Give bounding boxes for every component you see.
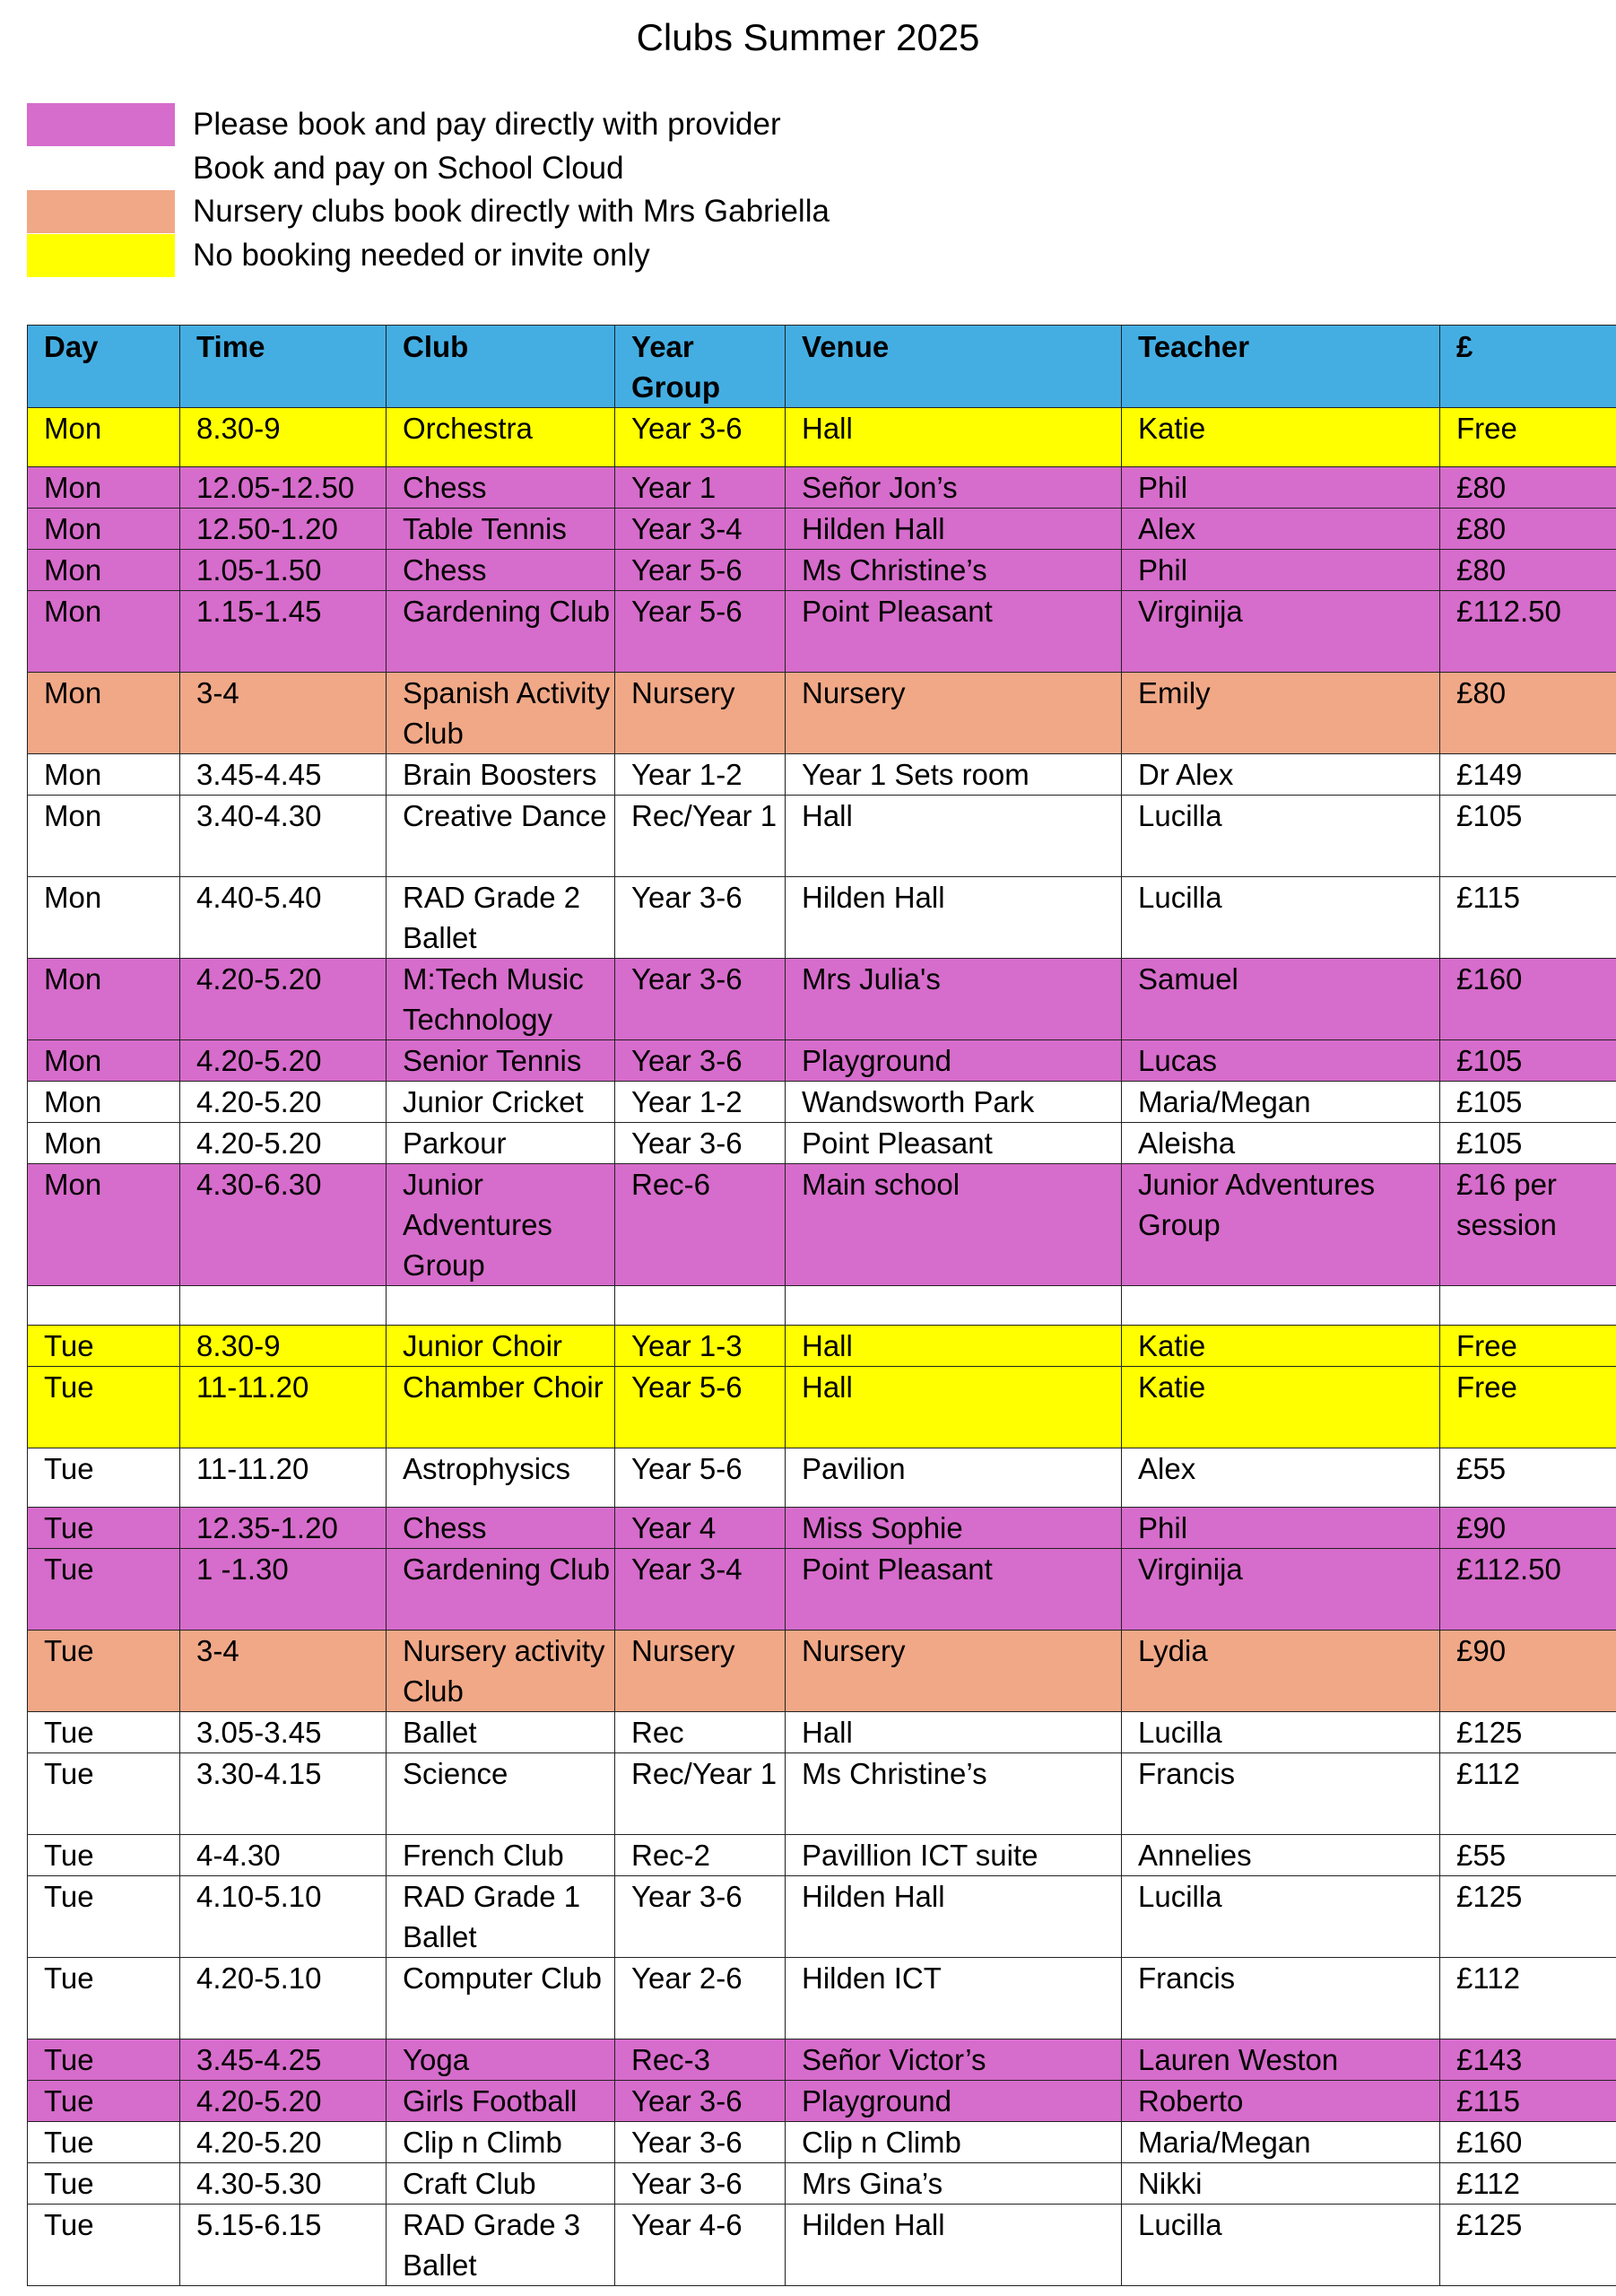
year-group-cell: Year 5-6 [615, 1448, 786, 1508]
price-cell: £143 [1440, 2039, 1616, 2081]
venue-cell: Nursery [786, 1631, 1122, 1712]
table-row [28, 2163, 1616, 2205]
price-cell: £90 [1440, 1508, 1616, 1549]
table-row [28, 796, 1616, 877]
venue-cell: Playground [786, 1040, 1122, 1082]
time-cell: 12.05-12.50 [180, 467, 387, 509]
table-header-row [28, 326, 1616, 408]
clubs-table-body [28, 408, 1616, 2286]
time-cell: 8.30-9 [180, 408, 387, 467]
day-cell: Mon [28, 1164, 180, 1286]
legend-item-nobooking [27, 234, 830, 278]
price-cell: £55 [1440, 1835, 1616, 1876]
price-cell: £125 [1440, 1876, 1616, 1958]
price-cell: £105 [1440, 796, 1616, 877]
year-group-cell: Rec [615, 1712, 786, 1753]
day-cell: Tue [28, 2122, 180, 2163]
legend-swatch-provider [27, 103, 175, 146]
day-cell: Tue [28, 1876, 180, 1958]
table-row [28, 959, 1616, 1040]
table-row [28, 2205, 1616, 2286]
legend [27, 103, 830, 277]
club-cell: Gardening Club [387, 1549, 615, 1631]
teacher-cell: Samuel [1122, 959, 1440, 1040]
year-group-cell: Rec-6 [615, 1164, 786, 1286]
price-cell: £160 [1440, 2122, 1616, 2163]
teacher-cell: Phil [1122, 467, 1440, 509]
price-cell: £105 [1440, 1082, 1616, 1123]
table-row [28, 2122, 1616, 2163]
venue-cell: Mrs Julia's [786, 959, 1122, 1040]
price-cell: £149 [1440, 754, 1616, 796]
day-cell: Tue [28, 1508, 180, 1549]
price-cell: £80 [1440, 673, 1616, 754]
clubs-table [27, 325, 1616, 2286]
table-row [28, 2039, 1616, 2081]
year-group-cell: Year 4-6 [615, 2205, 786, 2286]
legend-label: Nursery clubs book directly with Mrs Gabriella [193, 194, 830, 230]
club-cell: Parkour [387, 1123, 615, 1164]
teacher-cell: Virginija [1122, 1549, 1440, 1631]
table-row [28, 1712, 1616, 1753]
club-cell: French Club [387, 1835, 615, 1876]
legend-item-cloud [27, 147, 830, 191]
year-group-cell: Year 3-6 [615, 959, 786, 1040]
price-cell [1440, 1286, 1616, 1326]
club-cell: Science [387, 1753, 615, 1835]
day-cell: Mon [28, 591, 180, 673]
legend-swatch-nobooking [27, 234, 175, 277]
club-cell: RAD Grade 2 Ballet [387, 877, 615, 959]
teacher-cell: Alex [1122, 1448, 1440, 1508]
teacher-cell: Lucilla [1122, 877, 1440, 959]
price-cell: £80 [1440, 467, 1616, 509]
club-cell: Chamber Choir [387, 1367, 615, 1448]
price-cell: Free [1440, 408, 1616, 467]
time-cell: 1.05-1.50 [180, 550, 387, 591]
teacher-cell: Maria/Megan [1122, 1082, 1440, 1123]
table-row [28, 550, 1616, 591]
table-row [28, 1164, 1616, 1286]
venue-cell: Hilden ICT [786, 1958, 1122, 2039]
legend-swatch-nursery [27, 190, 175, 233]
venue-cell: Hall [786, 1712, 1122, 1753]
time-cell: 8.30-9 [180, 1326, 387, 1367]
time-cell: 4.10-5.10 [180, 1876, 387, 1958]
table-row [28, 467, 1616, 509]
time-cell: 3.05-3.45 [180, 1712, 387, 1753]
legend-label: No booking needed or invite only [193, 237, 650, 273]
venue-cell: Hall [786, 408, 1122, 467]
venue-cell: Hall [786, 1367, 1122, 1448]
day-cell: Tue [28, 2039, 180, 2081]
table-row [28, 1876, 1616, 1958]
time-cell: 3-4 [180, 1631, 387, 1712]
table-row [28, 1835, 1616, 1876]
club-cell: Computer Club [387, 1958, 615, 2039]
year-group-cell: Year 3-6 [615, 2122, 786, 2163]
day-cell: Tue [28, 1631, 180, 1712]
price-cell: £160 [1440, 959, 1616, 1040]
club-cell: Junior Adventures Group [387, 1164, 615, 1286]
venue-cell: Hilden Hall [786, 2205, 1122, 2286]
year-group-cell: Nursery [615, 673, 786, 754]
table-row [28, 877, 1616, 959]
time-cell: 1 -1.30 [180, 1549, 387, 1631]
venue-cell: Playground [786, 2081, 1122, 2122]
year-group-cell [615, 1286, 786, 1326]
day-cell: Tue [28, 2081, 180, 2122]
day-cell: Tue [28, 1712, 180, 1753]
year-group-cell: Year 4 [615, 1508, 786, 1549]
price-cell: £115 [1440, 877, 1616, 959]
club-cell: Nursery activity Club [387, 1631, 615, 1712]
table-row [28, 1367, 1616, 1448]
day-cell: Mon [28, 1082, 180, 1123]
time-cell: 11-11.20 [180, 1367, 387, 1448]
time-cell: 4.30-5.30 [180, 2163, 387, 2205]
year-group-cell: Year 5-6 [615, 591, 786, 673]
price-cell: £112 [1440, 1958, 1616, 2039]
club-cell: RAD Grade 1 Ballet [387, 1876, 615, 1958]
day-cell: Tue [28, 2163, 180, 2205]
club-cell: Chess [387, 467, 615, 509]
price-cell: £55 [1440, 1448, 1616, 1508]
club-cell: Clip n Climb [387, 2122, 615, 2163]
year-group-cell: Year 3-4 [615, 1549, 786, 1631]
time-cell: 12.50-1.20 [180, 509, 387, 550]
price-cell: £105 [1440, 1123, 1616, 1164]
venue-cell: Hall [786, 1326, 1122, 1367]
column-header-price: £ [1440, 326, 1616, 408]
time-cell: 4.20-5.20 [180, 1123, 387, 1164]
table-row [28, 673, 1616, 754]
column-header-club: Club [387, 326, 615, 408]
venue-cell: Miss Sophie [786, 1508, 1122, 1549]
day-cell: Tue [28, 1448, 180, 1508]
separator-row [28, 1286, 1616, 1326]
day-cell: Mon [28, 1123, 180, 1164]
teacher-cell: Aleisha [1122, 1123, 1440, 1164]
venue-cell: Hall [786, 796, 1122, 877]
column-header-year-group: Year Group [615, 326, 786, 408]
day-cell: Mon [28, 550, 180, 591]
day-cell: Mon [28, 959, 180, 1040]
table-row [28, 591, 1616, 673]
time-cell [180, 1286, 387, 1326]
table-row [28, 1549, 1616, 1631]
legend-item-provider [27, 103, 830, 147]
time-cell: 12.35-1.20 [180, 1508, 387, 1549]
price-cell: £90 [1440, 1631, 1616, 1712]
table-row [28, 2081, 1616, 2122]
year-group-cell: Year 1-2 [615, 1082, 786, 1123]
table-row [28, 1631, 1616, 1712]
year-group-cell: Year 3-6 [615, 2081, 786, 2122]
time-cell: 4.20-5.20 [180, 1040, 387, 1082]
teacher-cell: Lauren Weston [1122, 2039, 1440, 2081]
club-cell: Table Tennis [387, 509, 615, 550]
table-row [28, 1508, 1616, 1549]
table-row [28, 1326, 1616, 1367]
day-cell: Mon [28, 509, 180, 550]
table-row [28, 754, 1616, 796]
time-cell: 4.20-5.10 [180, 1958, 387, 2039]
teacher-cell: Virginija [1122, 591, 1440, 673]
day-cell: Mon [28, 467, 180, 509]
teacher-cell: Emily [1122, 673, 1440, 754]
venue-cell: Point Pleasant [786, 1549, 1122, 1631]
legend-label: Book and pay on School Cloud [193, 150, 624, 186]
table-row [28, 1040, 1616, 1082]
legend-label: Please book and pay directly with provider [193, 107, 781, 143]
venue-cell: Wandsworth Park [786, 1082, 1122, 1123]
time-cell: 4.20-5.20 [180, 2122, 387, 2163]
teacher-cell: Roberto [1122, 2081, 1440, 2122]
teacher-cell: Katie [1122, 408, 1440, 467]
day-cell: Mon [28, 877, 180, 959]
teacher-cell: Francis [1122, 1753, 1440, 1835]
price-cell: £125 [1440, 2205, 1616, 2286]
table-row [28, 1753, 1616, 1835]
day-cell: Mon [28, 1040, 180, 1082]
column-header-teacher: Teacher [1122, 326, 1440, 408]
teacher-cell: Francis [1122, 1958, 1440, 2039]
year-group-cell: Rec/Year 1 [615, 1753, 786, 1835]
table-row [28, 509, 1616, 550]
price-cell: £115 [1440, 2081, 1616, 2122]
venue-cell: Señor Jon’s [786, 467, 1122, 509]
venue-cell: Point Pleasant [786, 591, 1122, 673]
venue-cell: Hilden Hall [786, 1876, 1122, 1958]
venue-cell [786, 1286, 1122, 1326]
year-group-cell: Year 3-6 [615, 1123, 786, 1164]
year-group-cell: Year 3-6 [615, 2163, 786, 2205]
day-cell: Tue [28, 1753, 180, 1835]
club-cell: Yoga [387, 2039, 615, 2081]
venue-cell: Main school [786, 1164, 1122, 1286]
venue-cell: Ms Christine’s [786, 550, 1122, 591]
time-cell: 4-4.30 [180, 1835, 387, 1876]
club-cell [387, 1286, 615, 1326]
price-cell: £112.50 [1440, 1549, 1616, 1631]
day-cell: Tue [28, 1549, 180, 1631]
year-group-cell: Rec-2 [615, 1835, 786, 1876]
year-group-cell: Year 2-6 [615, 1958, 786, 2039]
teacher-cell: Lucas [1122, 1040, 1440, 1082]
teacher-cell: Katie [1122, 1326, 1440, 1367]
price-cell: £16 per session [1440, 1164, 1616, 1286]
time-cell: 3.45-4.45 [180, 754, 387, 796]
year-group-cell: Year 3-6 [615, 877, 786, 959]
price-cell: £112 [1440, 1753, 1616, 1835]
day-cell: Tue [28, 1367, 180, 1448]
venue-cell: Pavillion ICT suite [786, 1835, 1122, 1876]
time-cell: 3.40-4.30 [180, 796, 387, 877]
year-group-cell: Year 5-6 [615, 550, 786, 591]
teacher-cell [1122, 1286, 1440, 1326]
teacher-cell: Lucilla [1122, 1876, 1440, 1958]
time-cell: 4.20-5.20 [180, 1082, 387, 1123]
time-cell: 1.15-1.45 [180, 591, 387, 673]
price-cell: Free [1440, 1326, 1616, 1367]
year-group-cell: Year 1-3 [615, 1326, 786, 1367]
club-cell: Junior Choir [387, 1326, 615, 1367]
time-cell: 3.45-4.25 [180, 2039, 387, 2081]
venue-cell: Point Pleasant [786, 1123, 1122, 1164]
time-cell: 4.20-5.20 [180, 2081, 387, 2122]
table-row [28, 1448, 1616, 1508]
teacher-cell: Lucilla [1122, 796, 1440, 877]
day-cell: Tue [28, 1958, 180, 2039]
day-cell: Mon [28, 754, 180, 796]
time-cell: 5.15-6.15 [180, 2205, 387, 2286]
teacher-cell: Lucilla [1122, 2205, 1440, 2286]
legend-item-nursery [27, 190, 830, 234]
price-cell: £105 [1440, 1040, 1616, 1082]
club-cell: Chess [387, 1508, 615, 1549]
venue-cell: Hilden Hall [786, 509, 1122, 550]
club-cell: Ballet [387, 1712, 615, 1753]
table-row [28, 408, 1616, 467]
day-cell: Mon [28, 673, 180, 754]
day-cell: Tue [28, 2205, 180, 2286]
club-cell: Spanish Activity Club [387, 673, 615, 754]
teacher-cell: Phil [1122, 550, 1440, 591]
teacher-cell: Nikki [1122, 2163, 1440, 2205]
price-cell: £80 [1440, 550, 1616, 591]
price-cell: £112.50 [1440, 591, 1616, 673]
venue-cell: Mrs Gina’s [786, 2163, 1122, 2205]
time-cell: 3-4 [180, 673, 387, 754]
time-cell: 3.30-4.15 [180, 1753, 387, 1835]
teacher-cell: Alex [1122, 509, 1440, 550]
teacher-cell: Junior Adventures Group [1122, 1164, 1440, 1286]
club-cell: Senior Tennis [387, 1040, 615, 1082]
day-cell: Mon [28, 796, 180, 877]
page-title: Clubs Summer 2025 [636, 16, 980, 58]
venue-cell: Señor Victor’s [786, 2039, 1122, 2081]
price-cell: Free [1440, 1367, 1616, 1448]
column-header-venue: Venue [786, 326, 1122, 408]
time-cell: 4.30-6.30 [180, 1164, 387, 1286]
teacher-cell: Annelies [1122, 1835, 1440, 1876]
table-row [28, 1082, 1616, 1123]
table-row [28, 1123, 1616, 1164]
time-cell: 11-11.20 [180, 1448, 387, 1508]
venue-cell: Pavilion [786, 1448, 1122, 1508]
year-group-cell: Year 1-2 [615, 754, 786, 796]
teacher-cell: Phil [1122, 1508, 1440, 1549]
club-cell: Girls Football [387, 2081, 615, 2122]
year-group-cell: Year 3-6 [615, 1876, 786, 1958]
club-cell: M:Tech Music Technology [387, 959, 615, 1040]
club-cell: Brain Boosters [387, 754, 615, 796]
year-group-cell: Nursery [615, 1631, 786, 1712]
day-cell: Mon [28, 408, 180, 467]
price-cell: £125 [1440, 1712, 1616, 1753]
venue-cell: Year 1 Sets room [786, 754, 1122, 796]
teacher-cell: Lydia [1122, 1631, 1440, 1712]
price-cell: £112 [1440, 2163, 1616, 2205]
venue-cell: Ms Christine’s [786, 1753, 1122, 1835]
teacher-cell: Dr Alex [1122, 754, 1440, 796]
year-group-cell: Year 3-6 [615, 408, 786, 467]
club-cell: Creative Dance [387, 796, 615, 877]
venue-cell: Clip n Climb [786, 2122, 1122, 2163]
venue-cell: Hilden Hall [786, 877, 1122, 959]
club-cell: Orchestra [387, 408, 615, 467]
teacher-cell: Katie [1122, 1367, 1440, 1448]
club-cell: Junior Cricket [387, 1082, 615, 1123]
day-cell: Tue [28, 1326, 180, 1367]
club-cell: Astrophysics [387, 1448, 615, 1508]
time-cell: 4.40-5.40 [180, 877, 387, 959]
legend-swatch-cloud [27, 147, 175, 190]
day-cell: Tue [28, 1835, 180, 1876]
table-row [28, 1958, 1616, 2039]
teacher-cell: Maria/Megan [1122, 2122, 1440, 2163]
club-cell: RAD Grade 3 Ballet [387, 2205, 615, 2286]
column-header-day: Day [28, 326, 180, 408]
venue-cell: Nursery [786, 673, 1122, 754]
column-header-time: Time [180, 326, 387, 408]
club-cell: Chess [387, 550, 615, 591]
time-cell: 4.20-5.20 [180, 959, 387, 1040]
year-group-cell: Year 3-6 [615, 1040, 786, 1082]
club-cell: Craft Club [387, 2163, 615, 2205]
price-cell: £80 [1440, 509, 1616, 550]
teacher-cell: Lucilla [1122, 1712, 1440, 1753]
day-cell [28, 1286, 180, 1326]
year-group-cell: Year 3-4 [615, 509, 786, 550]
year-group-cell: Rec/Year 1 [615, 796, 786, 877]
year-group-cell: Year 1 [615, 467, 786, 509]
year-group-cell: Year 5-6 [615, 1367, 786, 1448]
club-cell: Gardening Club [387, 591, 615, 673]
year-group-cell: Rec-3 [615, 2039, 786, 2081]
